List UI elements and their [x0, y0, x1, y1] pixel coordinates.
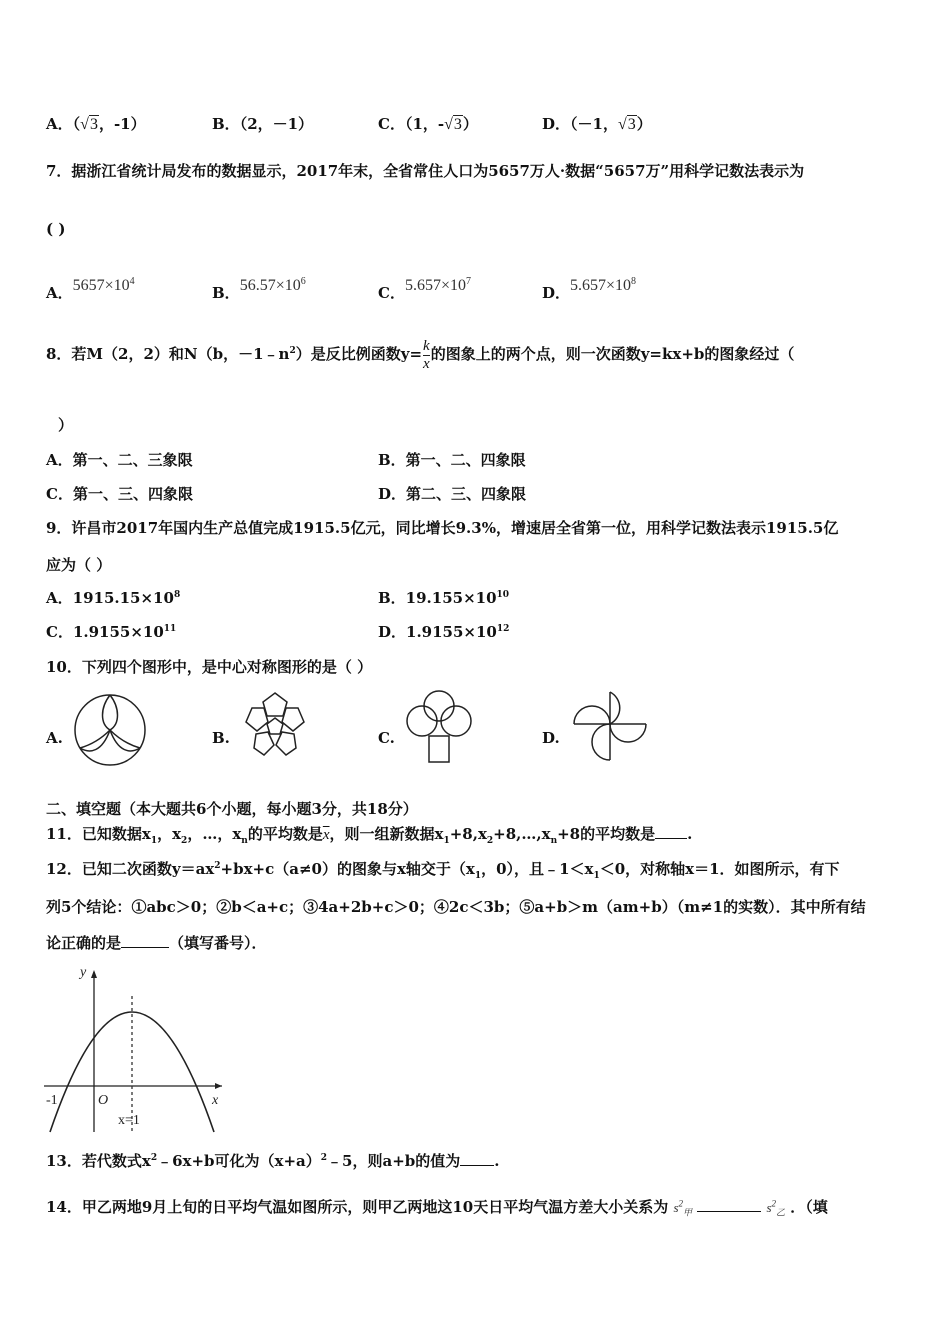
- q7-paren: ( ): [46, 220, 66, 238]
- q6-option-d: D．（－1，√3）: [542, 115, 652, 133]
- q9-option-a: A．$1915.15\times 10^8$: [46, 589, 181, 607]
- answer-blank[interactable]: [121, 947, 169, 948]
- q12-stem-line3: 论正确的是 （填写番号）．: [46, 934, 267, 952]
- sqrt-3: √3: [617, 116, 636, 133]
- sqrt-3: √3: [80, 116, 98, 133]
- q10-figure-c: [402, 688, 476, 766]
- graph-x-label: x: [212, 1093, 219, 1108]
- q7-option-a: A．$5657\times 10^4$: [46, 276, 135, 302]
- q10-option-b-label: B.: [212, 729, 230, 747]
- q7-stem: 7．据浙江省统计局发布的数据显示，2017年末，全省常住人口为5657万人·数据“5657万”用科学记数法表示为: [46, 162, 805, 180]
- q11-stem: 11．已知数据$x_1$，$x_2$，…，$x_n$的平均数是$\overline{x}$，则一组新数据$x_1+8,x_2+8,\dots,x_n+8$的平均数是 .: [46, 825, 693, 846]
- q8-option-d: D．第二、三、四象限: [378, 485, 527, 503]
- q7-option-c: C．$5.657\times 10^7$: [378, 276, 471, 302]
- x-bar: $\overline{x}$: [322, 827, 330, 843]
- q6-option-b: B．（2，－1）: [212, 115, 314, 133]
- section-2-heading: 二、填空题（本大题共6个小题，每小题3分，共18分）: [46, 800, 418, 818]
- answer-blank[interactable]: [460, 1165, 494, 1166]
- variance-yi: $s^2_乙$: [766, 1198, 786, 1218]
- q9-option-c: C．$1.9155\times 10^{11}$: [46, 623, 177, 641]
- graph-origin-label: O: [98, 1093, 109, 1108]
- q6-option-a: A．（√3，-1）: [46, 115, 146, 133]
- graph-neg1-label: -1: [46, 1093, 58, 1108]
- q7-option-d: D．$5.657\times 10^8$: [542, 276, 637, 302]
- answer-blank[interactable]: [655, 838, 687, 839]
- q10-figure-b: [236, 688, 314, 766]
- q7-option-b: B．$56.57\times 10^6$: [212, 276, 306, 302]
- q8-close-paren: ）: [58, 416, 74, 434]
- q10-stem: 10．下列四个图形中，是中心对称图形的是（ ）: [46, 658, 373, 676]
- q12-parabola-graph: [44, 962, 230, 1140]
- q8-option-c: C．第一、三、四象限: [46, 485, 193, 503]
- q9-stem-line2: 应为（ ）: [46, 556, 112, 574]
- fraction-k-over-x: $\frac{k}{x}$: [423, 337, 430, 372]
- answer-blank[interactable]: [697, 1211, 761, 1212]
- q8-option-b: B．第一、二、四象限: [378, 451, 526, 469]
- sqrt-3: √3: [444, 116, 462, 133]
- q6-option-c: C．（1，-√3）: [378, 115, 478, 133]
- q10-option-d-label: D.: [542, 729, 560, 747]
- q13-stem: 13．若代数式$x^2﹣6x+b$可化为$(x+a)^2﹣5$，则a+b的值为 .: [46, 1152, 500, 1170]
- q10-option-a-label: A.: [46, 729, 63, 747]
- q12-stem-line1: 12．已知二次函数$y=ax^2+bx+c(a\ne 0)$的图象与x轴交于（$x_1$，0），且$﹣1<x_1<0$，对称轴x＝1．如图所示，有下: [46, 860, 840, 881]
- variance-jia: $s^2_甲$: [673, 1198, 693, 1218]
- q10-option-c-label: C.: [378, 729, 395, 747]
- q8-stem: 8．若M（2，2）和N（b，$-1﹣n^2$）是反比例函数y= $\frac{k}{x}$ 的图象上的两个点，则一次函数y=kx+b的图象经过（: [46, 337, 795, 372]
- graph-axis-of-symmetry-label: x=1: [118, 1113, 140, 1128]
- q12-stem-line2: 列5个结论：①abc＞0；②b＜a+c；③4a+2b+c＞0；④2c＜3b；⑤a+b＞m（am+b）（m≠1的实数）．其中所有结: [46, 898, 866, 916]
- q10-figure-d: [570, 688, 650, 764]
- q9-option-b: B．$19.155\times 10^{10}$: [378, 589, 510, 607]
- q8-option-a: A．第一、二、三象限: [46, 451, 193, 469]
- q9-option-d: D．$1.9155\times 10^{12}$: [378, 623, 510, 641]
- q14-stem: 14．甲乙两地9月上旬的日平均气温如图所示，则甲乙两地这10天日平均气温方差大小关系为 $s^2_甲$ $s^2_乙$ ．（填: [46, 1198, 828, 1218]
- graph-y-label: y: [80, 965, 87, 980]
- q9-stem: 9．许昌市2017年国内生产总值完成1915.5亿元，同比增长9.3%，增速居全省第一位，用科学记数法表示1915.5亿: [46, 519, 839, 537]
- q10-figure-a: [72, 692, 148, 768]
